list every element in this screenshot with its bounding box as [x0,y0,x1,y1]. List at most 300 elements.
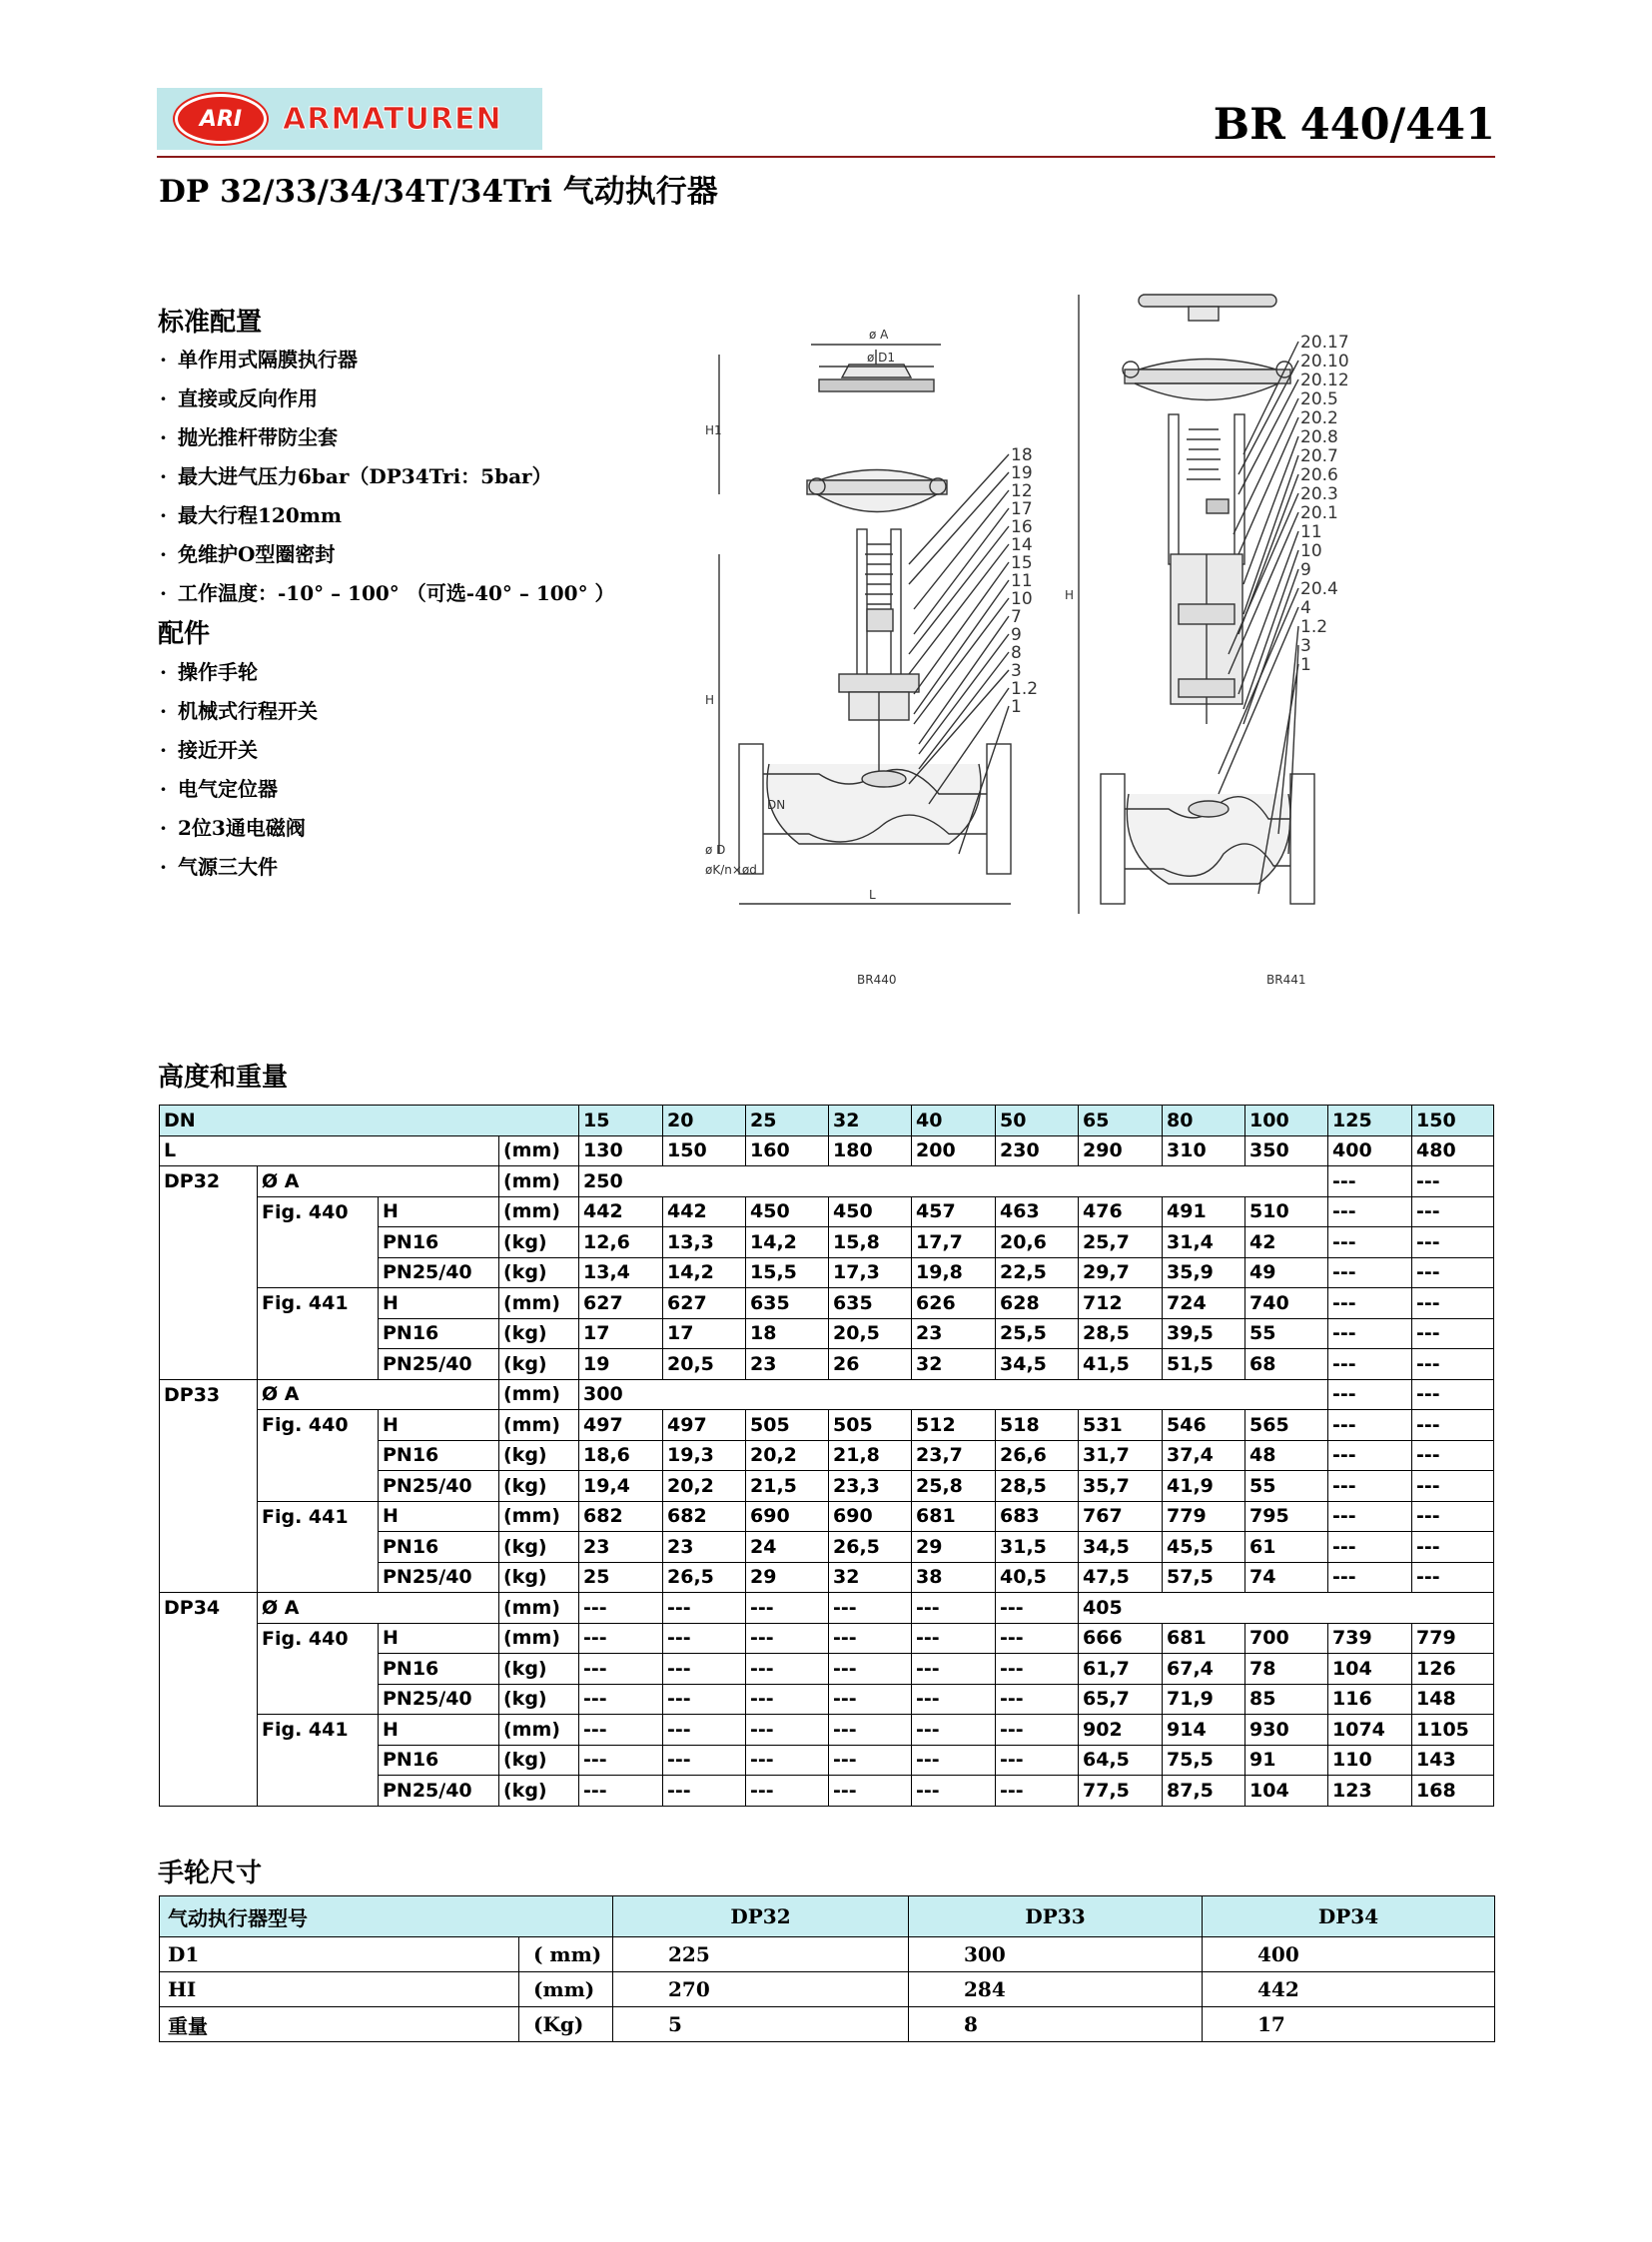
table-cell: 497 [663,1410,746,1441]
table-cell [160,1562,258,1593]
table-cell: 21,8 [829,1440,912,1471]
dim-label-h-left: H [705,693,715,707]
table-cell: --- [829,1745,912,1776]
table-cell: --- [996,1715,1079,1746]
table-cell: 546 [1163,1410,1245,1441]
table-cell: 682 [663,1501,746,1532]
table-cell: 19,8 [912,1257,996,1288]
table-cell: 442 [663,1196,746,1227]
callout-label: 20.10 [1300,352,1349,372]
table-cell: --- [1328,1501,1412,1532]
table-cell: --- [1328,1257,1412,1288]
table-cell: --- [996,1684,1079,1715]
table-cell: --- [996,1745,1079,1776]
table-cell: 12,6 [579,1227,663,1258]
table-cell: 23 [663,1532,746,1563]
table-cell: --- [996,1593,1079,1624]
table-cell: 31,7 [1079,1440,1163,1471]
table-cell: 23 [746,1349,829,1380]
table-cell: Ø A [258,1593,499,1624]
table-cell: 681 [912,1501,996,1532]
table-cell: DP32 [613,1896,909,1937]
table-cell: --- [1412,1318,1494,1349]
table-cell: 160 [746,1135,829,1166]
table-cell: 628 [996,1288,1079,1319]
table-cell: 29 [912,1532,996,1563]
table-cell: 28,5 [996,1471,1079,1502]
table-cell: 681 [1163,1623,1245,1654]
table-cell: 13,3 [663,1227,746,1258]
table-cell [160,1776,258,1807]
table-cell: 31,4 [1163,1227,1245,1258]
table-cell: 重量 [160,2007,519,2042]
table-cell: 25 [579,1562,663,1593]
list-item: · 直接或反向作用 [160,379,615,418]
table-cell: (mm) [519,1972,613,2007]
table-cell: 18,6 [579,1440,663,1471]
table-cell: --- [663,1745,746,1776]
table-row [160,1349,1494,1380]
table-cell: (mm) [499,1410,579,1441]
table-cell [258,1471,379,1502]
table-cell: PN25/40 [379,1684,499,1715]
callout-label: 8 [1011,643,1022,663]
list-item: · 免维护O型圈密封 [160,535,615,574]
callout-label: 16 [1011,517,1033,537]
table-cell: 270 [613,1972,909,2007]
table-cell: 116 [1328,1684,1412,1715]
table-cell: (kg) [499,1440,579,1471]
table-cell: 350 [1245,1135,1328,1166]
table-cell: 225 [613,1937,909,1972]
table-cell: 497 [579,1410,663,1441]
table-row [160,1196,1494,1227]
table-cell: 48 [1245,1440,1328,1471]
callout-label: 3 [1300,636,1311,656]
table-row [160,1410,1494,1441]
callout-label: 12 [1011,481,1033,501]
table-cell: --- [579,1623,663,1654]
table-cell: 34,5 [1079,1532,1163,1563]
table-cell: 400 [1203,1937,1495,1972]
table-cell: 14,2 [663,1257,746,1288]
table-cell: 20,5 [829,1318,912,1349]
table-cell: 690 [746,1501,829,1532]
table-cell: 442 [579,1196,663,1227]
table-cell [258,1349,379,1380]
table-cell: --- [1328,1166,1412,1197]
table-cell: 40,5 [996,1562,1079,1593]
table-cell: --- [912,1745,996,1776]
table-cell [160,1684,258,1715]
table-cell: 气动执行器型号 [160,1896,613,1937]
table-cell: 20,2 [746,1440,829,1471]
table-cell: --- [1328,1288,1412,1319]
table-cell: 104 [1245,1776,1328,1807]
table-cell: --- [746,1684,829,1715]
dim-label-l: L [869,888,876,902]
table-cell: 930 [1245,1715,1328,1746]
callout-label: 20.17 [1300,333,1349,353]
callout-label: 17 [1011,499,1033,519]
table-cell: 35,7 [1079,1471,1163,1502]
table-cell: (kg) [499,1562,579,1593]
table-cell: --- [912,1654,996,1685]
table-cell: (kg) [499,1227,579,1258]
list-item: · 操作手轮 [160,653,318,692]
table-cell: 74 [1245,1562,1328,1593]
table-cell: DP34 [1203,1896,1495,1937]
table-cell: (kg) [499,1349,579,1380]
table-cell: Ø A [258,1379,499,1410]
table-cell: 25,8 [912,1471,996,1502]
list-item: · 最大行程120mm [160,496,615,535]
table-cell: 64,5 [1079,1745,1163,1776]
table-cell: 18 [746,1318,829,1349]
table-cell: 19,3 [663,1440,746,1471]
callout-label: 20.2 [1300,408,1338,428]
table-cell: 442 [1203,1972,1495,2007]
dim-label-d: ø D [705,843,726,857]
table-cell: --- [663,1684,746,1715]
table-cell: 29,7 [1079,1257,1163,1288]
table-cell: 130 [579,1135,663,1166]
table-cell: 37,4 [1163,1440,1245,1471]
table-cell: --- [1328,1379,1412,1410]
callout-label: 1 [1300,655,1311,675]
list-item: · 抛光推杆带防尘套 [160,418,615,457]
table-cell: 78 [1245,1654,1328,1685]
header-divider [157,156,1495,158]
table-cell: H [379,1288,499,1319]
table-cell: 17 [579,1318,663,1349]
table-cell: 712 [1079,1288,1163,1319]
table-cell: Fig. 441 [258,1288,379,1319]
table-cell [160,1440,258,1471]
table-cell: 50 [996,1106,1079,1136]
table-cell: PN16 [379,1654,499,1685]
table-cell: --- [1328,1227,1412,1258]
table-cell: --- [1328,1318,1412,1349]
table-cell: 724 [1163,1288,1245,1319]
table-cell: 148 [1412,1684,1494,1715]
table-row [160,1501,1494,1532]
table-cell: --- [579,1654,663,1685]
table-cell: PN16 [379,1227,499,1258]
list-item: · 气源三大件 [160,848,318,887]
table-cell: 126 [1412,1654,1494,1685]
table-cell [258,1776,379,1807]
table-cell: 779 [1163,1501,1245,1532]
table-cell: --- [746,1654,829,1685]
table-cell: (mm) [499,1501,579,1532]
callout-label: 1 [1011,697,1022,717]
table-cell [160,1715,258,1746]
table-cell: --- [1412,1257,1494,1288]
table-cell: 666 [1079,1623,1163,1654]
table-cell: 17 [663,1318,746,1349]
table-cell: 21,5 [746,1471,829,1502]
table-row [160,1972,1495,2007]
table-cell: 85 [1245,1684,1328,1715]
table-cell: (kg) [499,1776,579,1807]
table-cell: 57,5 [1163,1562,1245,1593]
table-cell: 300 [579,1379,1328,1410]
page-title: DP 32/33/34/34T/34Tri 气动执行器 [159,174,718,210]
ari-logo [157,88,542,150]
table-cell: 22,5 [996,1257,1079,1288]
table-cell: --- [1412,1471,1494,1502]
table-cell: --- [746,1623,829,1654]
dim-label-h-right: H [1065,588,1075,602]
table-cell: --- [1412,1288,1494,1319]
table-cell: 91 [1245,1745,1328,1776]
logo-wordmark: ARMATUREN [283,101,502,137]
table-cell: 476 [1079,1196,1163,1227]
table-cell [160,1196,258,1227]
table-row [160,1623,1494,1654]
table-cell: 17,7 [912,1227,996,1258]
table-cell: H [379,1196,499,1227]
table-cell: 683 [996,1501,1079,1532]
table-cell: --- [1328,1440,1412,1471]
right-callouts [1300,333,1349,675]
table-cell: 13,4 [579,1257,663,1288]
height-weight-table [159,1105,1494,1807]
table-cell: PN16 [379,1440,499,1471]
table-cell: (kg) [499,1684,579,1715]
callout-label: 20.5 [1300,389,1338,409]
table-cell: --- [829,1593,912,1624]
table-cell: 39,5 [1163,1318,1245,1349]
table-row [160,1135,1494,1166]
table-cell: 17 [1203,2007,1495,2042]
table-cell: 1105 [1412,1715,1494,1746]
table-cell: Fig. 440 [258,1623,379,1654]
table-cell: 47,5 [1079,1562,1163,1593]
table-row [160,1684,1494,1715]
callout-label: 1.2 [1300,617,1328,637]
table-cell: 42 [1245,1227,1328,1258]
table-cell: 19 [579,1349,663,1380]
table-cell: 38 [912,1562,996,1593]
table-cell: --- [663,1715,746,1746]
table-cell: 400 [1328,1135,1412,1166]
callout-label: 20.6 [1300,465,1338,485]
table-cell: --- [663,1776,746,1807]
table-cell: 635 [746,1288,829,1319]
table-cell: 17,3 [829,1257,912,1288]
table-cell: 300 [909,1937,1203,1972]
left-callouts [1011,445,1038,717]
table-cell [160,1288,258,1319]
table-cell: --- [1412,1196,1494,1227]
table-cell: 20,6 [996,1227,1079,1258]
table-cell: --- [1412,1227,1494,1258]
table-cell: 180 [829,1135,912,1166]
table-cell [160,1257,258,1288]
table-cell: 767 [1079,1501,1163,1532]
table-cell: (kg) [499,1745,579,1776]
table-cell: 230 [996,1135,1079,1166]
table-cell [160,1410,258,1441]
table-cell: (kg) [499,1532,579,1563]
table-cell: 45,5 [1163,1532,1245,1563]
table-cell: --- [1412,1532,1494,1563]
table-cell: 739 [1328,1623,1412,1654]
weights-heading: 高度和重量 [158,1063,289,1093]
table-cell: 49 [1245,1257,1328,1288]
table-cell: (mm) [499,1288,579,1319]
table-cell: Fig. 441 [258,1501,379,1532]
table-cell: 795 [1245,1501,1328,1532]
table-cell: PN25/40 [379,1562,499,1593]
table-cell [258,1562,379,1593]
table-cell: Fig. 440 [258,1410,379,1441]
table-cell: 15 [579,1106,663,1136]
table-cell: DP32 [160,1166,258,1197]
table-cell: --- [912,1776,996,1807]
table-row [160,1318,1494,1349]
table-cell: 531 [1079,1410,1163,1441]
table-cell: H [379,1715,499,1746]
table-row [160,1937,1495,1972]
table-cell: 26,5 [663,1562,746,1593]
table-cell [160,1745,258,1776]
table-cell [160,1227,258,1258]
table-cell: --- [746,1776,829,1807]
table-cell: 284 [909,1972,1203,2007]
table-cell: 32 [912,1349,996,1380]
table-cell: --- [996,1623,1079,1654]
callout-label: 10 [1011,589,1033,609]
table-cell: 32 [829,1562,912,1593]
table-cell: L [160,1135,499,1166]
table-cell: --- [746,1745,829,1776]
list-item: · 单作用式隔膜执行器 [160,341,615,379]
table-cell: 55 [1245,1318,1328,1349]
table-cell: --- [829,1776,912,1807]
list-item: · 电气定位器 [160,770,318,809]
table-cell: 15,8 [829,1227,912,1258]
table-row [160,1896,1495,1937]
table-cell: 143 [1412,1745,1494,1776]
table-cell: Fig. 440 [258,1196,379,1227]
table-cell: 55 [1245,1471,1328,1502]
table-row [160,1715,1494,1746]
table-cell: HI [160,1972,519,2007]
table-cell: (kg) [499,1471,579,1502]
table-cell [160,1501,258,1532]
table-cell: H [379,1501,499,1532]
table-cell: 40 [912,1106,996,1136]
handwheel-table [159,1895,1495,2042]
table-cell: --- [1412,1562,1494,1593]
table-cell: --- [829,1654,912,1685]
table-cell: --- [829,1715,912,1746]
table-cell: DP34 [160,1593,258,1624]
table-cell: 250 [579,1166,1328,1197]
table-cell: 518 [996,1410,1079,1441]
table-cell: 627 [579,1288,663,1319]
table-cell: 65,7 [1079,1684,1163,1715]
callout-label: 20.8 [1300,427,1338,447]
table-cell: --- [1412,1410,1494,1441]
document-code: BR 440/441 [1213,100,1495,150]
table-cell: 491 [1163,1196,1245,1227]
table-row [160,1166,1494,1197]
table-cell: (mm) [499,1379,579,1410]
table-cell: (mm) [499,1135,579,1166]
table-cell: (mm) [499,1196,579,1227]
table-cell: 35,9 [1163,1257,1245,1288]
table-cell: --- [996,1776,1079,1807]
table-cell: --- [579,1776,663,1807]
table-row [160,1106,1494,1136]
table-cell: PN16 [379,1745,499,1776]
table-cell: --- [1328,1471,1412,1502]
table-cell [160,1623,258,1654]
table-cell: Fig. 441 [258,1715,379,1746]
list-item: · 机械式行程开关 [160,692,318,731]
table-cell: (mm) [499,1593,579,1624]
callout-label: 18 [1011,445,1033,465]
table-cell [160,1349,258,1380]
table-row [160,1471,1494,1502]
table-row [160,1288,1494,1319]
table-row [160,1440,1494,1471]
table-cell [258,1654,379,1685]
table-cell: 41,5 [1079,1349,1163,1380]
table-cell: 87,5 [1163,1776,1245,1807]
table-cell: --- [1328,1410,1412,1441]
table-cell: --- [912,1684,996,1715]
dim-label-dn: DN [767,798,786,812]
table-cell: PN25/40 [379,1257,499,1288]
table-cell: 626 [912,1288,996,1319]
table-cell: 71,9 [1163,1684,1245,1715]
table-row [160,1562,1494,1593]
callout-label: 14 [1011,535,1033,555]
table-cell: --- [663,1623,746,1654]
callout-label: 15 [1011,553,1033,573]
callout-label: 7 [1011,607,1022,627]
table-cell: 510 [1245,1196,1328,1227]
table-cell [160,1318,258,1349]
table-cell: 779 [1412,1623,1494,1654]
table-cell: 902 [1079,1715,1163,1746]
table-cell: 14,2 [746,1227,829,1258]
table-cell: 24 [746,1532,829,1563]
table-cell: 450 [829,1196,912,1227]
table-row [160,1654,1494,1685]
table-cell: 67,4 [1163,1654,1245,1685]
table-cell: 25 [746,1106,829,1136]
table-cell: 25,5 [996,1318,1079,1349]
table-cell: 505 [746,1410,829,1441]
table-cell: --- [663,1593,746,1624]
callout-label: 20.3 [1300,484,1338,504]
table-cell: DP33 [160,1379,258,1410]
table-cell: 61,7 [1079,1654,1163,1685]
table-cell: ( mm) [519,1937,613,1972]
table-cell: 26 [829,1349,912,1380]
table-cell: --- [912,1715,996,1746]
table-cell: 29 [746,1562,829,1593]
table-cell: 15,5 [746,1257,829,1288]
table-cell: 28,5 [1079,1318,1163,1349]
table-cell [258,1257,379,1288]
